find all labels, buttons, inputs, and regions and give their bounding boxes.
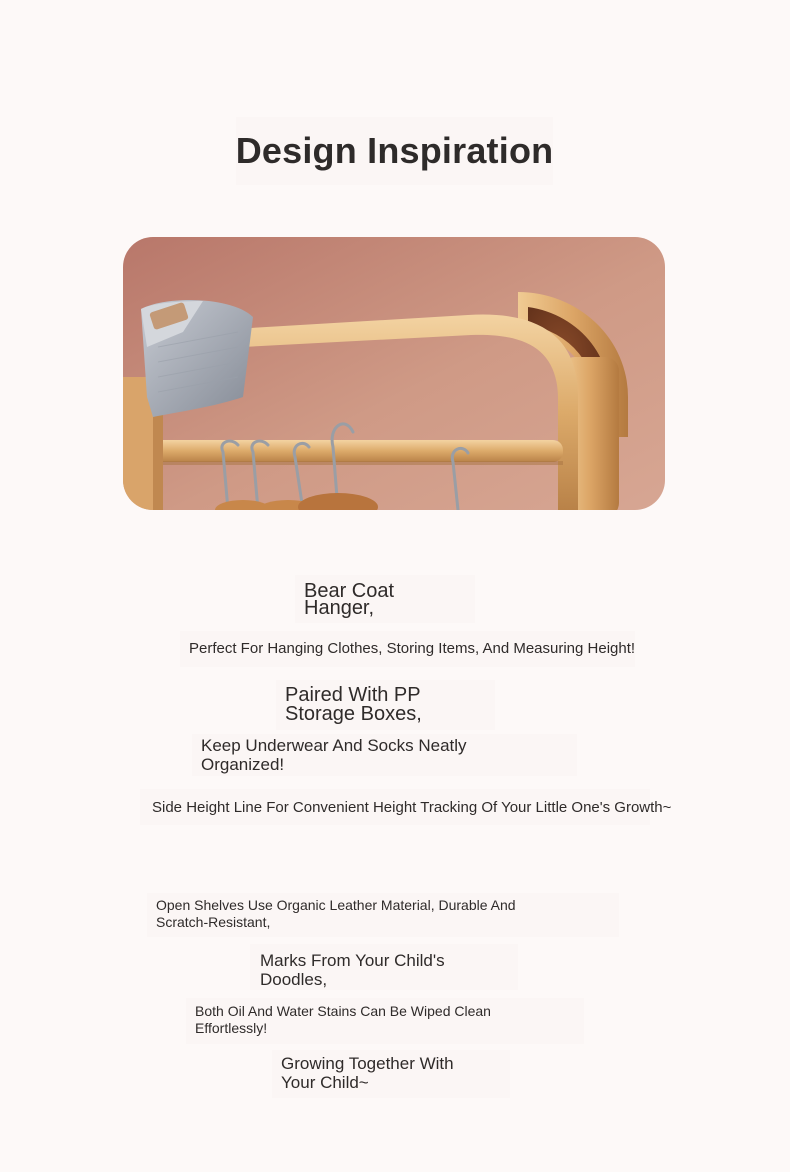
text-bear-coat-hanger [295, 575, 475, 623]
text-line: Scratch-Resistant, [156, 914, 271, 930]
text-line: Open Shelves Use Organic Leather Material, Durable And [156, 897, 516, 913]
text-line: Your Child~ [281, 1073, 369, 1092]
text-line: Growing Together With [281, 1054, 454, 1073]
text-line: Hanger, [304, 597, 375, 619]
text-perfect-for-hanging [180, 631, 635, 667]
text-line: Keep Underwear And Socks Neatly [201, 736, 467, 755]
text-line: Side Height Line For Convenient Height Tracking Of Your Little One's Growth~ [152, 799, 672, 816]
text-line: Doodles, [260, 970, 328, 989]
coat-rack-illustration [123, 237, 665, 510]
text-line: Perfect For Hanging Clothes, Storing Items, And Measuring Height! [189, 640, 636, 657]
product-photo [123, 237, 665, 510]
text-line: Paired With PP [285, 684, 421, 706]
text-oil-water-stains [186, 998, 584, 1044]
text-line: Effortlessly! [195, 1020, 268, 1036]
text-line: Storage Boxes, [285, 703, 422, 725]
text-line: Bear Coat [304, 580, 395, 602]
text-keep-underwear [192, 734, 577, 776]
text-line: Both Oil And Water Stains Can Be Wiped Clean [195, 1003, 491, 1019]
page-title: Design Inspiration [236, 117, 553, 185]
text-side-height-line [140, 789, 672, 825]
text-growing-together [272, 1050, 510, 1098]
text-open-shelves [147, 893, 619, 937]
text-line: Marks From Your Child's [260, 951, 445, 970]
text-marks-from-doodles [250, 944, 518, 990]
text-paired-with-pp [276, 680, 495, 730]
text-line: Organized! [201, 755, 285, 774]
